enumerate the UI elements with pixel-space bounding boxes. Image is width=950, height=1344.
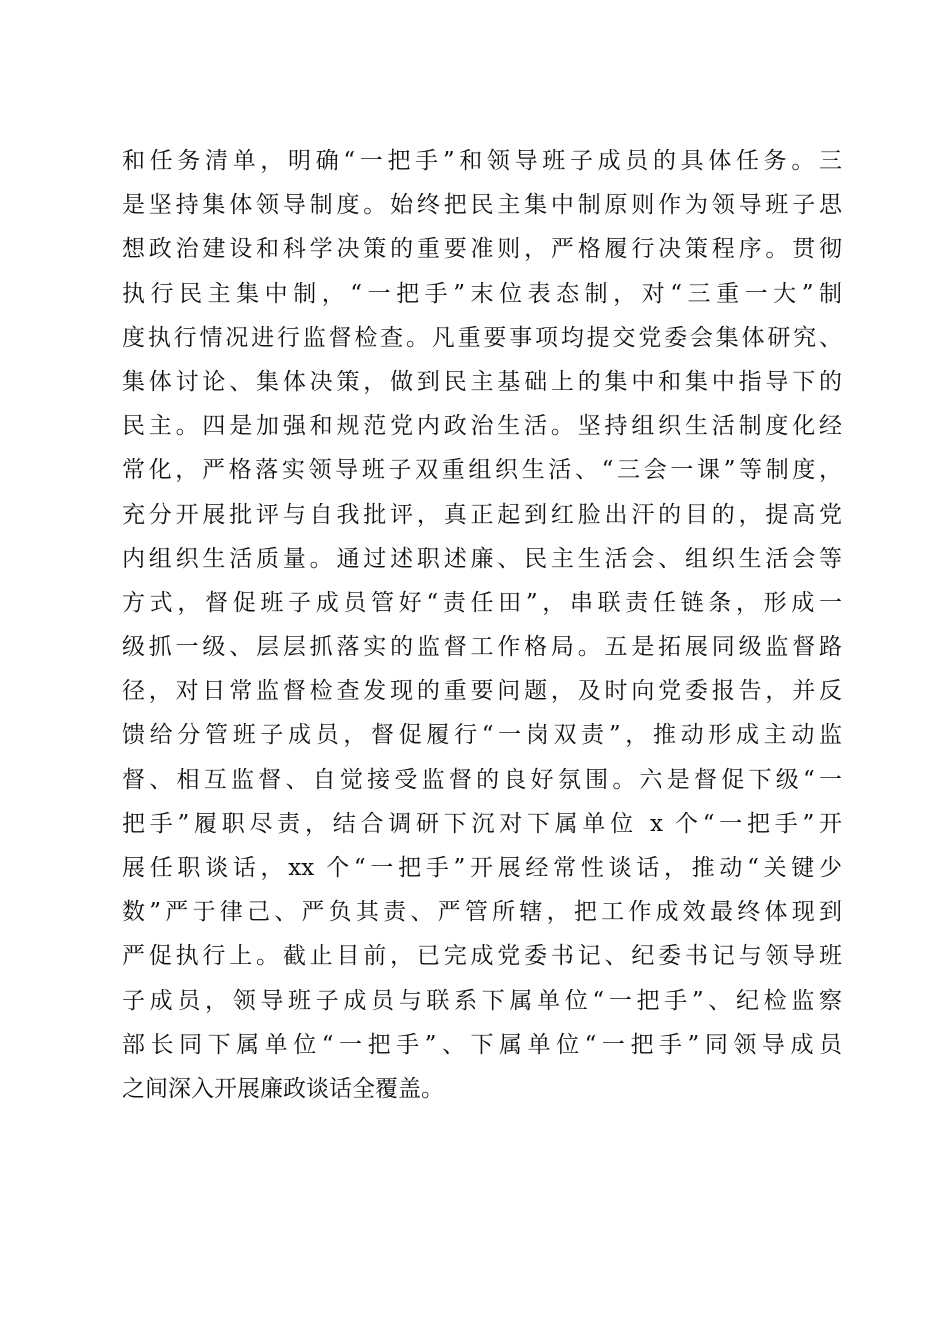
text-line: 子成员，领导班子成员与联系下属单位“一把手”、纪检监察: [122, 987, 842, 1014]
body-paragraph: [122, 139, 842, 1111]
text-line: 督、相互监督、自觉接受监督的良好氛围。六是督促下级“一: [122, 766, 842, 793]
text-line: 度执行情况进行监督检查。凡重要事项均提交党委会集体研究、: [122, 324, 842, 351]
text-line: 内组织生活质量。通过述职述廉、民主生活会、组织生活会等: [122, 545, 842, 572]
text-line: 之间深入开展廉政谈话全覆盖。: [122, 1075, 444, 1102]
text-line: 径，对日常监督检查发现的重要问题，及时向党委报告，并反: [122, 678, 842, 705]
text-line: 执行民主集中制，“一把手”末位表态制，对“三重一大”制: [122, 280, 842, 307]
text-line: 严促执行上。截止目前，已完成党委书记、纪委书记与领导班: [122, 943, 842, 970]
text-line: 级抓一级、层层抓落实的监督工作格局。五是拓展同级监督路: [122, 634, 842, 661]
text-line: 部长同下属单位“一把手”、下属单位“一把手”同领导成员: [122, 1031, 842, 1058]
text-line: 充分开展批评与自我批评，真正起到红脸出汗的目的，提高党: [122, 501, 842, 528]
text-line: 集体讨论、集体决策，做到民主基础上的集中和集中指导下的: [122, 368, 842, 395]
text-line: 馈给分管班子成员，督促履行“一岗双责”，推动形成主动监: [122, 722, 842, 749]
text-line: 方式，督促班子成员管好“责任田”，串联责任链条，形成一: [122, 589, 842, 616]
text-line: 数”严于律己、严负其责、严管所辖，把工作成效最终体现到: [122, 899, 842, 926]
text-line: 展任职谈话，xx 个“一把手”开展经常性谈话，推动“关键少: [122, 855, 842, 881]
text-line: 和任务清单，明确“一把手”和领导班子成员的具体任务。三: [122, 148, 842, 174]
text-line: 把手”履职尽责，结合调研下沉对下属单位 x 个“一把手”开: [122, 810, 842, 837]
text-line: 是坚持集体领导制度。始终把民主集中制原则作为领导班子思: [122, 192, 842, 219]
text-line: 民主。四是加强和规范党内政治生活。坚持组织生活制度化经: [122, 413, 842, 440]
text-line: 想政治建设和科学决策的重要准则，严格履行决策程序。贯彻: [122, 236, 842, 263]
text-line: 常化，严格落实领导班子双重组织生活、“三会一课”等制度，: [122, 457, 842, 484]
